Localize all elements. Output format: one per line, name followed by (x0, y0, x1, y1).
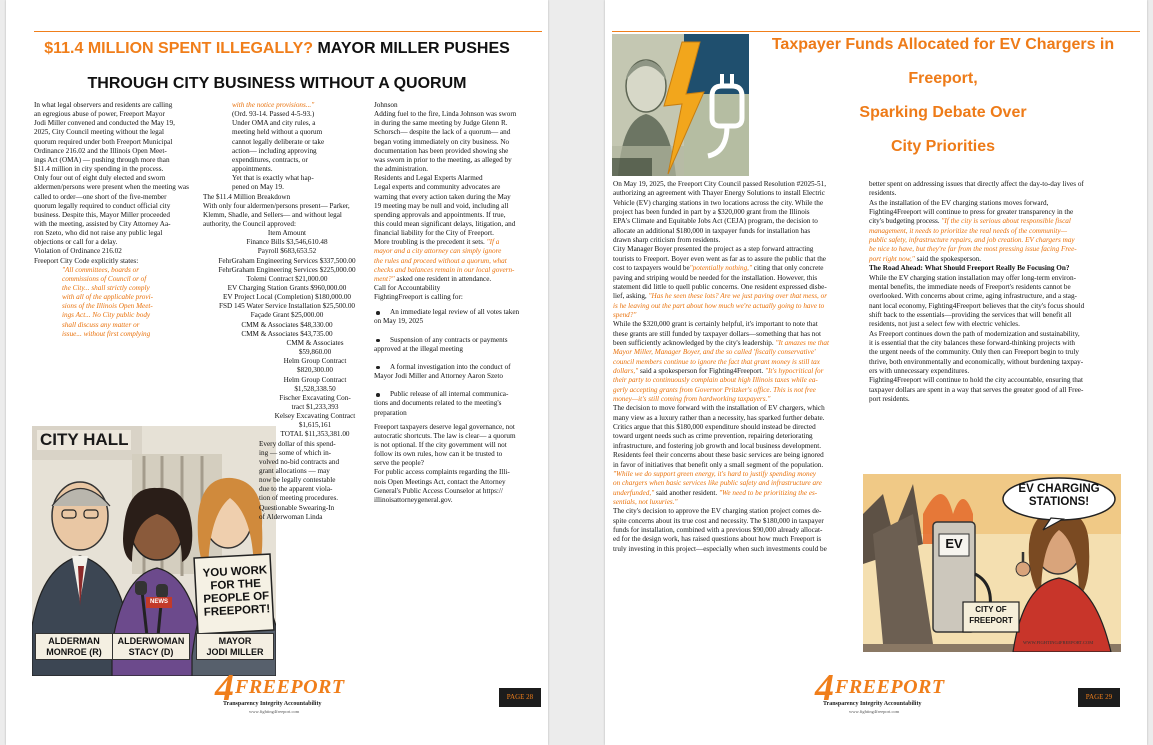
headline-line: City Priorities (890, 138, 996, 155)
text-line: aldermen/persons were present when the meeting was (34, 183, 189, 192)
breakdown-row: Tolemi Contract $21,000.00 (246, 274, 328, 283)
breakdown-row: Finance Bills $3,546,610.48 (246, 238, 328, 247)
name-label-line: JODI MILLER (206, 646, 264, 657)
ordinance-quote-line: with all of the applicable provi- (62, 293, 153, 302)
text-line: As the installation of the EV charging stations moves forward, (869, 198, 1049, 207)
fighting4freeport-logo (801, 668, 951, 728)
text-line: business. Despite this, Mayor Miller proceeded (34, 210, 170, 219)
text-span: said a spokesperson for Fighting4Freeport. (638, 367, 764, 375)
breakdown-row: tract $1,233,393 (291, 402, 339, 411)
text-span: said another resident. (654, 488, 718, 497)
quote-line: money—it's still coming from hardworking taxpayers." (613, 395, 771, 404)
text-line: The city's decision to approve the EV charging station project comes de- (613, 507, 822, 516)
headline-line: Taxpayer Funds Allocated for EV Chargers in (771, 36, 1115, 53)
breakdown-row: $1,615,161 (298, 421, 332, 430)
quote-line: Mayor Miller, Manager Boyer, and the so called 'fiscally conservative' (613, 348, 816, 357)
text-line: statement did little to quell public concerns. One resident expressed disbe- (613, 282, 827, 291)
text-line: overlooked. With concerns about crime, aging infrastructure, and a stag- (869, 292, 1077, 301)
text-line: residents, not just a select few with electric vehicles. (869, 320, 1020, 329)
quote-span: "If the city is serious about responsible fiscal (939, 217, 1071, 226)
text-line: it is essential that the city balances these forward-thinking projects with (869, 338, 1075, 347)
city-hall-sign: CITY HALL (37, 430, 131, 450)
text-line: As Freeport continues down the path of modernization and sustainability, (869, 329, 1080, 338)
text-line: 2025, City Council meeting without the legal (34, 128, 164, 137)
text-line: began voting immediately on city business. No (374, 137, 510, 146)
text-line: For public access complaints regarding the Illi- (374, 468, 510, 477)
ev-charging-cartoon (863, 474, 1121, 652)
city-sign-line: CITY OF (975, 605, 1007, 614)
quote-line: "While we do support green energy, it's hard to justify spending money (613, 469, 816, 478)
text-line: ed for the design work, has raised questions about how much Freeport is (613, 535, 822, 544)
ordinance-quote-line: sions of the Illinois Open Meet- (62, 302, 153, 311)
bullet-text: approved at the illegal meeting (374, 344, 464, 353)
text-line: Every dollar of this spend- (259, 439, 336, 448)
logo-word: FREEPORT (835, 676, 945, 698)
text-line: Johnson (374, 101, 398, 109)
text-line: this could mean significant delays, litigation, and (374, 219, 516, 228)
text-span: lief, asking, (613, 292, 647, 301)
bullet-dot (376, 366, 380, 370)
text-line: FightingFreeport is calling for: (374, 293, 463, 302)
text-line: tion of meeting procedures. (259, 494, 339, 503)
quote-line: their party to continuously complain about high Illinois taxes while ea- (613, 376, 818, 385)
breakdown-row: Fischer Excavating Con- (279, 393, 351, 402)
text-line: The $11.4 Million Breakdown (203, 192, 291, 201)
page-28 (6, 0, 548, 745)
breakdown-row: $820,300.00 (297, 366, 333, 375)
text-line: better spent on addressing issues that directly affect the day-to-day lives of (869, 180, 1084, 188)
logo-numeral: 4 (815, 667, 834, 709)
logo-tagline: Transparency Integrity Accountability (223, 701, 322, 707)
headline-rest: MAYOR MILLER PUSHES (313, 40, 510, 57)
text-line: ings Act (OMA) — pushing through more than (34, 155, 170, 164)
text-line: Vehicle (EV) charging stations in two locations across the city. While the (613, 198, 824, 207)
bullet-dot (376, 311, 380, 315)
bullet-text: Suspension of any contracts or payments (390, 335, 508, 344)
text-line: The decision to move forward with the installation of EV chargers, which (613, 404, 825, 413)
page-29 (605, 0, 1147, 745)
city-of-freeport-sign (963, 604, 1019, 626)
text-line (869, 255, 981, 264)
text-line: Adding fuel to the fire, Linda Johnson was sworn (374, 110, 517, 119)
text-line (613, 292, 827, 301)
text-line (613, 489, 817, 498)
text-span: More troubling is the precedent it sets. (374, 238, 485, 247)
text-line (613, 264, 823, 273)
page-number: PAGE 28 (499, 688, 541, 707)
quote-span: underfunded," (613, 488, 655, 497)
bullet-text: A formal investigation into the conduct of (390, 362, 511, 371)
text-span: said the spokesperson. (914, 254, 982, 263)
text-line: volved no-bid contracts and (259, 457, 340, 466)
text-line (613, 367, 823, 376)
text-line: grant allocations — may (259, 467, 330, 475)
text-line: In what legal observers and residents are calling (34, 101, 173, 109)
text-line: action— including approving (232, 146, 317, 155)
text-line: Violation of Ordinance 216.02 (34, 247, 122, 256)
text-line: illinoisattorneygeneral.gov. (374, 495, 453, 504)
ordinance-quote-line: shall discuss any matter or (62, 320, 140, 329)
logo-tagline: Transparency Integrity Accountability (823, 701, 922, 707)
breakdown-row: EV Charging Station Grants $960,000.00 (227, 284, 347, 292)
text-line: ron Szeto, who did not raise any public legal (34, 229, 163, 238)
text-line: these grants are still funded by taxpayer dollars—something that has not (613, 329, 821, 338)
page-28-headline-line2: THROUGH CITY BUSINESS WITHOUT A QUORUM (87, 75, 467, 92)
quote-line: on chargers when basic services like public safety and infrastructure are (613, 479, 822, 488)
speech-bubble (1011, 483, 1107, 509)
text-span: asked one resident in attendance. (394, 274, 492, 283)
text-line: port residents. (869, 395, 910, 404)
text-line: infrastructure, and fostering job growth and local business development. (613, 441, 821, 450)
text-line (869, 217, 1071, 226)
text-line: ers with unnecessary expenditures. (869, 367, 970, 375)
top-rule (612, 31, 1140, 32)
text-line: On May 19, 2025, the Freeport City Council passed Resolution #2025-51, (613, 180, 827, 188)
section-heading: The Road Ahead: What Should Freeport Really Be Focusing On? (869, 264, 1070, 273)
text-line: toward urgent needs such as crime prevention, repairing deteriorating (613, 432, 813, 441)
text-line: an egregious abuse of power, Freeport Mayor (34, 110, 165, 119)
text-line: objections or call for a delay. (34, 238, 118, 247)
text-line: serve the people? (374, 459, 424, 468)
text-line: many view as a luxury rather than a necessity, has sparked further debate. (613, 413, 825, 422)
text-line: autocratic shortcuts. The law is clear— a quorum (374, 431, 516, 440)
text-line: quorum legally required to conduct official city (34, 201, 171, 210)
quote-span: "potentially nothing," (689, 264, 752, 273)
text-line: paving and striping would be needed for the installation. However, this (613, 273, 818, 282)
text-line: due to the apparent viola- (259, 485, 333, 494)
name-label (112, 633, 190, 660)
text-span: been sufficiently acknowledged by the city's leadership. (613, 338, 774, 347)
text-line: meeting held without a quorum (232, 128, 323, 137)
text-line: Call for Accountability (374, 284, 441, 292)
text-line: allocate an additional $180,000 in taxpayer funds for installation has (613, 226, 811, 235)
quote-span: ment?" (374, 274, 395, 283)
name-label-line: MONROE (R) (46, 646, 102, 657)
headline-highlight: $11.4 MILLION SPENT ILLEGALLY? (44, 40, 314, 57)
breakdown-row: Kelsey Excavating Contract (274, 412, 356, 421)
fighting4freeport-logo (201, 668, 351, 728)
bullet-dot (376, 339, 380, 343)
text-line (374, 238, 499, 247)
quote-line: spend?" (613, 310, 637, 319)
logo-url: www.fighting4freeport.com (249, 709, 300, 714)
quote-line: management, it needs to prioritize the real needs of the community— (869, 226, 1067, 235)
quote-span: "It's hypocritical for (763, 367, 824, 375)
name-label (196, 633, 274, 660)
text-line: General's Public Access Counselor at https:// (374, 486, 503, 495)
city-sign-line: FREEPORT (969, 616, 1013, 625)
text-line: Under OMA and city rules, a (232, 119, 316, 128)
text-line: spending approvals and appointments. If true, (374, 210, 506, 219)
ordinance-quote-line: the City... shall strictly comply (62, 284, 150, 292)
text-line: now be legally contestable (259, 476, 336, 485)
text-line: nant local economy, Fighting4Freeport believes that the city's focus should (869, 301, 1085, 310)
ordinance-quote-line: commissions of Council or of (62, 274, 147, 283)
text-line (374, 275, 491, 284)
text-line: With only four aldermen/persons present— Parker, (203, 201, 350, 210)
text-line: in during the same meeting by Judge Glenn R. (374, 119, 508, 128)
text-line: Legal experts and community advocates are (374, 183, 501, 192)
text-line: the administration. (374, 165, 428, 174)
text-line: warning that every action taken during the May (374, 192, 511, 201)
logo-word: FREEPORT (235, 676, 345, 698)
text-line: funds for installation, combined with a previous $90,000 already allocat- (613, 525, 823, 534)
breakdown-row: Payroll $683,653.52 (257, 247, 317, 256)
text-line: City Manager Boyer presented the project as a step forward attracting (613, 245, 814, 254)
resident-quote-line: mayor and a city attorney can simply ignore (374, 247, 502, 256)
ev-money-graphic (612, 34, 749, 176)
text-span: citing that only concrete (752, 264, 824, 273)
quote-line: public safety, infrastructure repairs, and job creation. EV chargers may (869, 236, 1075, 245)
text-line: appointments. (232, 165, 273, 174)
text-line (613, 339, 829, 348)
name-label-line: ALDERMAN (48, 636, 100, 646)
quote-span: "If a (484, 238, 500, 247)
text-line: spite concerns about its true cost and necessity. The $180,000 in taxpayer (613, 516, 824, 525)
text-line: expenditures, contracts, or (232, 155, 308, 164)
quote-span: "It amazes me that (773, 338, 829, 347)
breakdown-row: Helm Group Contract (283, 375, 347, 384)
text-span: cost to taxpayers would be (613, 264, 690, 273)
text-line: Residents and Legal Experts Alarmed (374, 174, 483, 183)
text-line: truly investing in this project—especially when such investments could be (613, 544, 827, 553)
sign-line: PEOPLE OF (203, 590, 270, 606)
text-line: Ordinance 216.02 and the Illinois Open Meet- (34, 146, 167, 155)
text-line: cannot legally deliberate or take (232, 137, 325, 146)
quote-span: "Has he seen these lots? Are we just paving over that mess, or (646, 292, 828, 301)
text-line: Yet that is exactly what hap- (232, 174, 314, 183)
text-line: Klemm, Shadle, and Sellers— and without legal (203, 210, 342, 219)
top-rule (34, 31, 542, 32)
bullet-text: Mayor Jodi Miller and Attorney Aaron Szeto (374, 372, 503, 381)
breakdown-row: EV Project Local (Completion) $180,000.00 (222, 293, 352, 302)
sign-line: YOU WORK (202, 564, 268, 580)
logo-url: www.fighting4freeport.com (849, 709, 900, 714)
protest-sign (199, 564, 274, 620)
name-label-line: ALDERWOMAN (117, 636, 185, 646)
quote-line: be nice to have, but they're far from the most pressing issue facing Free- (869, 245, 1077, 254)
breakdown-row: FehrGraham Engineering Services $337,500.00 (218, 256, 356, 265)
breakdown-row: Façade Grant $25,000.00 (250, 311, 324, 320)
text-line: is not optional. If the city government will not (374, 440, 507, 449)
text-line: residents. (869, 189, 897, 198)
breakdown-row: Helm Group Contract (283, 357, 347, 366)
text-line: shift back to the essentials—providing the services that will benefit all (869, 310, 1072, 319)
text-line: Questionable Swearing-In (259, 503, 335, 512)
text-line: $11.4 million in city spending in the process. (34, 165, 164, 174)
text-line: EPA's Climate and Equitable Jobs Act (CEJA) program, the decision to (613, 217, 818, 226)
bullet-text: An immediate legal review of all votes taken (390, 308, 520, 317)
resident-quote-line: the rules and proceed without a quorum, what (374, 256, 507, 265)
text-line: ing — some of which in- (259, 448, 332, 457)
text-line: Fighting4Freeport will continue to press for greater transparency in the (869, 208, 1074, 217)
bullet-text: tions and documents related to the meeting's (374, 399, 502, 408)
ordinance-quote-line: ings Act... No City public body (62, 311, 151, 320)
text-line: was sworn in prior to the meeting, as alleged by (374, 155, 512, 164)
breakdown-row: TOTAL $11,353,381.00 (280, 430, 350, 439)
quote-line: council members continue to ignore the fact that grant money is still tax (613, 357, 820, 366)
page-28-headline (6, 40, 548, 58)
bullet-text: Public release of all internal communica- (390, 390, 509, 399)
breakdown-row: $59,860.00 (298, 348, 332, 357)
bullet-text: preparation (374, 408, 407, 417)
text-line: mental benefits, the immediate needs of Freeport's residents cannot be (869, 282, 1071, 291)
headline-line: Sparking Debate Over (859, 104, 1027, 121)
quote-span: dollars," (613, 367, 639, 375)
ordinance-quote-line: issue... without first complying (62, 329, 151, 338)
quote-line: gerly accepting grants from Governor Pritzker's office. This is not free (613, 385, 816, 394)
text-line: While the $320,000 grant is certainly helpful, it's important to note that (613, 320, 818, 329)
text-line: Jodi Miller convened and conducted the May 19, (34, 119, 175, 128)
quote-line: is he leaving out the part about how much we're actually going to have to (613, 301, 825, 310)
text-line: Critics argue that this $180,000 expenditure should instead be directed (613, 423, 816, 432)
ev-charger-sign: EV (945, 536, 963, 551)
text-line: Schorsch— despite the lack of a quorum— and (374, 128, 511, 137)
city-hall-cartoon (32, 426, 276, 676)
breakdown-row: CMM & Associates (286, 338, 344, 347)
speech-bubble-line: EV CHARGING (1018, 483, 1100, 495)
breakdown-row: FehrGraham Engineering Services $225,000.00 (218, 265, 356, 274)
text-line: While the EV charging station installation may offer long-term environ- (869, 273, 1076, 282)
breakdown-header: Item Amount (267, 229, 307, 238)
logo-numeral: 4 (215, 667, 234, 709)
quote-span: port right now," (869, 254, 915, 263)
text-line: pened on May 19. (232, 183, 284, 192)
text-line: with the meeting, assisted by City Attorney Aa- (34, 219, 171, 228)
quote-span: "We need to be prioritizing the es- (717, 488, 818, 497)
text-line: nois Open Meetings Act, contact the Attorney (374, 477, 506, 486)
text-line: Only four out of eight duly elected and sworn (34, 174, 166, 183)
text-line: Residents feel their concerns about these basic services are being ignored (613, 451, 824, 460)
text-line: drawn sharp criticism from residents. (613, 236, 721, 245)
text-line: financial liability for the City of Freeport. (374, 229, 494, 238)
page-number: PAGE 29 (1078, 688, 1120, 707)
breakdown-row: CMM & Associates $43,735.00 (241, 329, 333, 338)
breakdown-row: $1,528,338.50 (294, 384, 336, 393)
ordinance-quote-line: with the notice provisions..." (232, 101, 315, 109)
text-line: follow its own rules, how can it be trusted to (374, 450, 503, 459)
text-line: documentation has been provided showing she (374, 146, 509, 155)
breakdown-row: FSD 145 Water Service Installation $25,500.00 (218, 302, 356, 311)
resident-quote-line: checks and balances remain in our local govern- (374, 265, 515, 274)
text-line: Fighting4Freeport will continue to hold the city accountable, ensuring that (869, 376, 1083, 385)
name-label (35, 633, 113, 660)
sign-line: FREEPORT! (203, 603, 271, 619)
text-line: (Ord. 93-14. Passed 4-5-93.) (232, 110, 315, 119)
ordinance-quote-line: "All committees, boards or (62, 265, 140, 274)
quote-line: sentials, not luxuries." (613, 497, 678, 506)
cartoon-credit: WWW.FIGHTING4FREEPORT.COM (1023, 640, 1094, 645)
text-line: thrive, both environmentally and economically, without burdening taxpay- (869, 357, 1084, 366)
text-line: tourists to Freeport. Boyer even went as far as to assure the public that the (613, 254, 826, 263)
text-line: of Alderwoman Linda (259, 512, 323, 521)
text-line: Freeport City Code explicitly states: (34, 256, 139, 265)
text-line: authorizing an agreement with Thayer Energy Solutions to install Electric (613, 189, 825, 198)
text-line: Freeport taxpayers deserve legal governance, not (374, 422, 515, 431)
name-label-line: STACY (D) (128, 646, 174, 657)
text-line: 19 meeting may be null and void, including all (374, 201, 509, 210)
text-line: called to order—one short of the five-member (34, 192, 167, 201)
text-line: project has been funded in part by a $320,000 grant from the Illinois (613, 208, 810, 217)
text-span: city's budgeting process. (869, 217, 940, 226)
text-line: the urgent needs of the community. Only then can Freeport begin to truly (869, 348, 1079, 357)
ev-money-photo (612, 34, 749, 176)
text-line: in favor of initiatives that benefit only a small segment of the population. (613, 460, 824, 469)
breakdown-row: CMM & Associates $48,330.00 (241, 320, 333, 329)
name-label-line: MAYOR (218, 636, 252, 646)
headline-line: Freeport, (908, 70, 978, 87)
text-line: quorum required under both Freeport Municipal (34, 137, 173, 146)
bullet-text: on May 19, 2025 (374, 317, 424, 326)
text-line: authority, the Council approved: (203, 219, 296, 228)
text-line: taxpayer dollars are spent in a way that serves the greater good of all Free- (869, 385, 1084, 394)
speech-bubble-line: STATIONS! (1028, 496, 1090, 508)
sign-line: FOR THE (210, 577, 262, 593)
news-mic-label: NEWS (150, 599, 168, 605)
bullet-dot (376, 393, 380, 397)
